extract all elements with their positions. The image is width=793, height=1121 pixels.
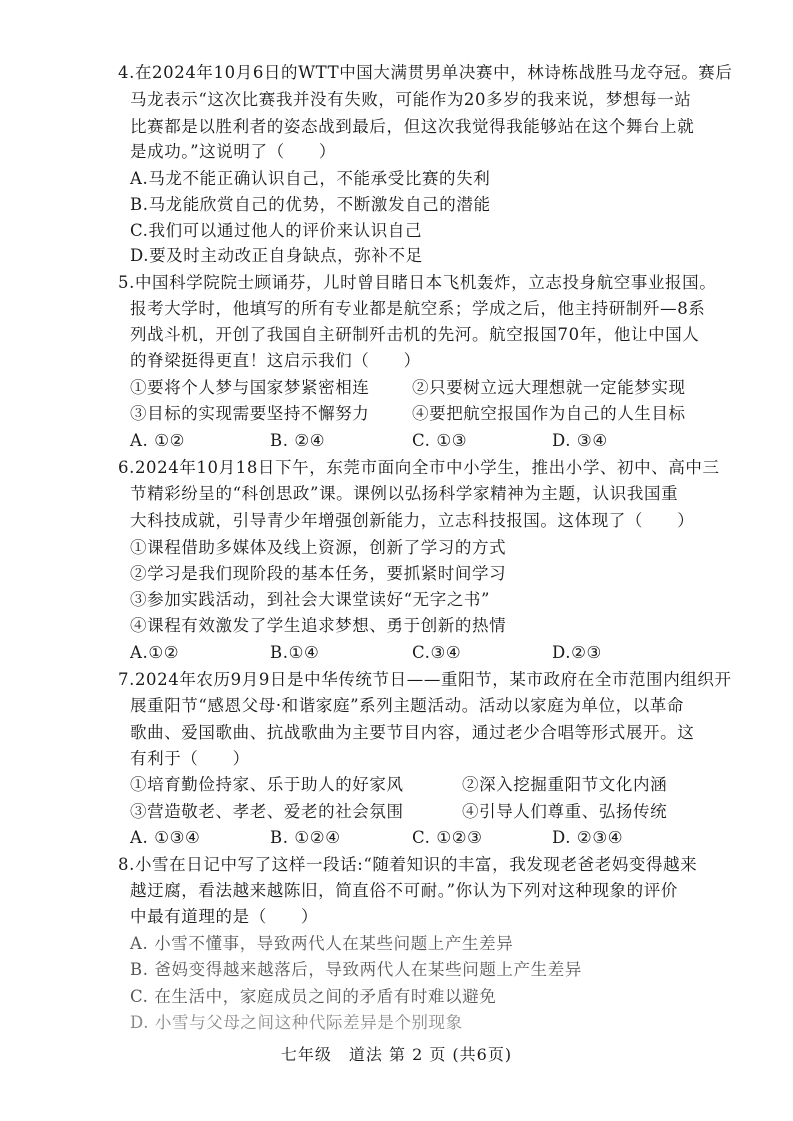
question-5-choice-d: D. ③④ — [552, 431, 608, 450]
question-8-option-b: B. 爸妈变得越来越落后，导致两代人在某些问题上产生差异 — [130, 960, 582, 979]
question-6-item-4: ④课程有效激发了学生追求梦想、勇于创新的热情 — [130, 616, 507, 635]
question-4-option-c: C.我们可以通过他人的评价来认识自己 — [130, 221, 423, 240]
question-4-line-1: 4.在2024年10月6日的WTT中国大满贯男单决赛中，林诗栋战胜马龙夺冠。赛后 — [118, 63, 733, 82]
question-8-option-c: C. 在生活中，家庭成员之间的矛盾有时难以避免 — [130, 987, 497, 1006]
question-5-choice-a: A. ①② — [130, 431, 185, 450]
question-7-line-4: 有利于（ ） — [130, 749, 250, 768]
question-6-choice-a: A.①② — [130, 643, 180, 662]
question-4-line-4: 是成功。”这说明了（ ） — [130, 142, 336, 161]
question-7-item-3: ③营造敬老、孝老、爱老的社会氛围 — [130, 802, 404, 821]
question-6-item-3: ③参加实践活动，到社会大课堂读好“无字之书” — [130, 590, 491, 609]
question-7-choice-d: D. ②③④ — [552, 828, 624, 847]
question-6-item-2: ②学习是我们现阶段的基本任务，要抓紧时间学习 — [130, 564, 507, 583]
question-5-line-2: 报考大学时，他填写的所有专业都是航空系；学成之后，他主持研制歼—8系 — [130, 299, 706, 318]
question-8-line-3: 中最有道理的是（ ） — [130, 907, 319, 926]
question-7-item-2: ②深入挖掘重阳节文化内涵 — [462, 775, 668, 794]
question-5-choice-c: C. ①③ — [412, 431, 468, 450]
question-7-choice-b: B. ①②④ — [270, 828, 341, 847]
question-4-line-2: 马龙表示“这次比赛我并没有失败，可能作为20多岁的我来说，梦想每一站 — [130, 90, 692, 109]
question-7-item-1: ①培育勤俭持家、乐于助人的好家风 — [130, 775, 404, 794]
question-7-choice-a: A. ①③④ — [130, 828, 201, 847]
question-7-line-1: 7.2024年农历9月9日是中华传统节日——重阳节，某市政府在全市范围内组织开 — [118, 670, 732, 689]
question-7-line-3: 歌曲、爱国歌曲、抗战歌曲为主要节目内容，通过老少合唱等形式展开。这 — [130, 723, 695, 742]
question-8-line-2: 越迂腐，看法越来越陈旧，简直俗不可耐。”你认为下列对这种现象的评价 — [130, 881, 678, 900]
question-8-option-d: D. 小雪与父母之间这种代际差异是个别现象 — [130, 1013, 463, 1032]
question-4-option-d: D.要及时主动改正自身缺点，弥补不足 — [130, 246, 423, 265]
question-7-item-4: ④引导人们尊重、弘扬传统 — [462, 802, 668, 821]
question-6-line-3: 大科技成就，引导青少年增强创新能力，立志科技报国。这体现了（ ） — [130, 511, 695, 530]
question-5-line-4: 的脊梁挺得更直！这启示我们（ ） — [130, 351, 421, 370]
question-4-option-a: A.马龙不能正确认识自己，不能承受比赛的失利 — [130, 169, 491, 188]
question-4-option-b: B.马龙能欣赏自己的优势，不断激发自己的潜能 — [130, 195, 491, 214]
question-5-line-3: 列战斗机，开创了我国自主研制歼击机的先河。航空报国70年，他让中国人 — [130, 325, 700, 344]
question-5-item-2: ②只要树立远大理想就一定能梦实现 — [412, 378, 686, 397]
question-5-line-1: 5.中国科学院院士顾诵芬，儿时曾目睹日本飞机轰炸，立志投身航空事业报国。 — [118, 273, 717, 292]
question-6-choice-b: B.①④ — [270, 643, 320, 662]
question-6-item-1: ①课程借助多媒体及线上资源，创新了学习的方式 — [130, 538, 507, 557]
page-footer: 七年级 道法 第 2 页 (共6页) — [280, 1045, 513, 1064]
question-5-item-3: ③目标的实现需要坚持不懈努力 — [130, 404, 370, 423]
question-6-line-2: 节精彩纷呈的“科创思政”课。课例以弘扬科学家精神为主题，认识我国重 — [130, 484, 679, 503]
question-6-choice-c: C.③④ — [412, 643, 462, 662]
question-5-choice-b: B. ②④ — [270, 431, 326, 450]
question-7-line-2: 展重阳节“感恩父母·和谐家庭”系列主题活动。活动以家庭为单位，以革命 — [130, 696, 685, 715]
question-6-line-1: 6.2024年10月18日下午，东莞市面向全市中小学生，推出小学、初中、高中三 — [118, 458, 720, 477]
question-8-option-a: A. 小雪不懂事，导致两代人在某些问题上产生差异 — [130, 934, 514, 953]
question-5-item-4: ④要把航空报国作为自己的人生目标 — [412, 404, 686, 423]
question-7-choice-c: C. ①②③ — [412, 828, 483, 847]
question-5-item-1: ①要将个人梦与国家梦紧密相连 — [130, 378, 370, 397]
question-8-line-1: 8.小雪在日记中写了这样一段话:“随着知识的丰富，我发现老爸老妈变得越来 — [118, 855, 698, 874]
question-4-line-3: 比赛都是以胜利者的姿态战到最后，但这次我觉得我能够站在这个舞台上就 — [130, 117, 695, 136]
question-6-choice-d: D.②③ — [552, 643, 602, 662]
